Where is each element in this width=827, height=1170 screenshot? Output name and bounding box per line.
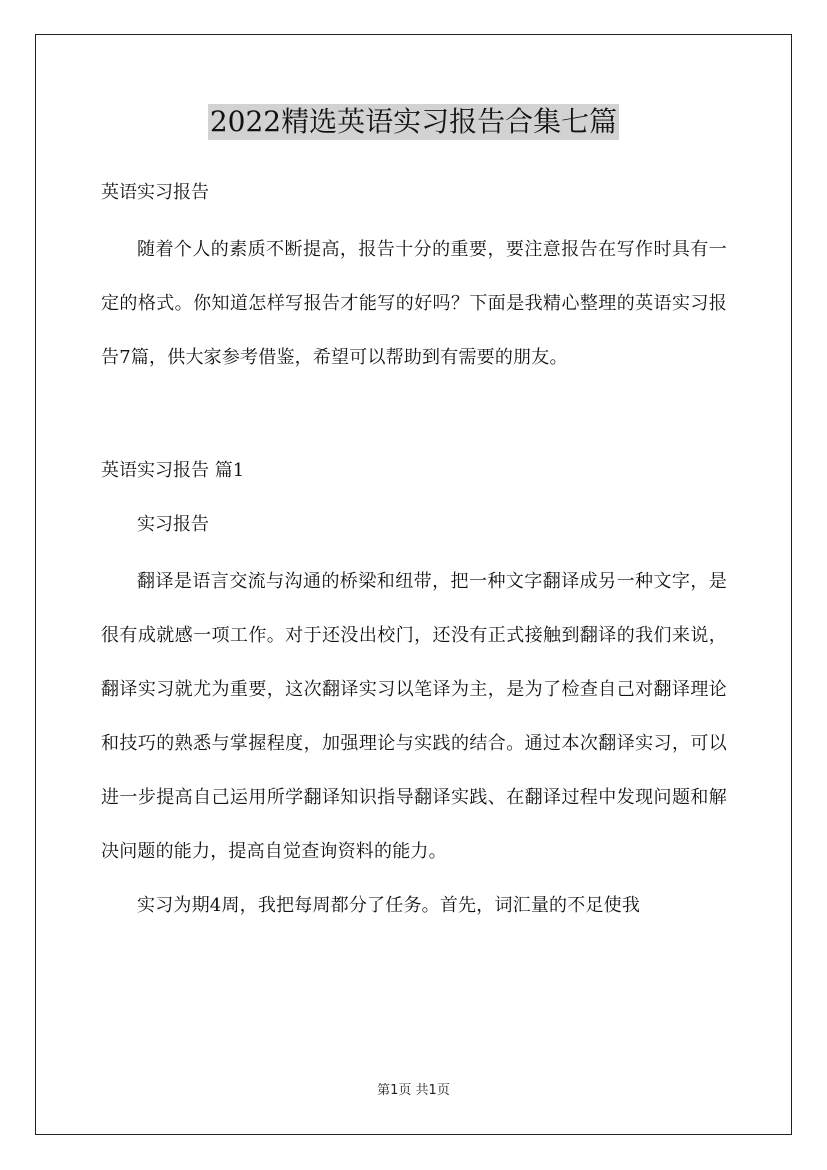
intro-paragraph: 随着个人的素质不断提高，报告十分的重要，要注意报告在写作时具有一定的格式。你知道怎样写报告才能写的好吗？下面是我精心整理的英语实习报告7篇，供大家参考借鉴，希望可以帮助到有需要的朋友。 (101, 239, 727, 368)
chapter-heading: 英语实习报告 篇1 (101, 460, 245, 481)
page-footer: 第1页 共1页 (377, 1083, 450, 1098)
body-paragraph-1: 翻译是语言交流与沟通的桥梁和纽带，把一种文字翻译成另一种文字，是很有成就感一项工作。对于还没出校门，还没有正式接触到翻译的我们来说，翻译实习就尤为重要，这次翻译实习以笔译为主，是为了检查自己对翻译理论和技巧的熟悉与掌握程度，加强理论与实践的结合。通过本次翻译实习，可以进一步提高自己运用所学翻译知识指导翻译实践、在翻译过程中发现问题和解决问题的能力，提高自觉查询资料的能力。 (101, 571, 727, 862)
document-body (101, 175, 727, 933)
chapter-subtitle: 实习报告 (137, 514, 209, 535)
section-label: 英语实习报告 (101, 182, 209, 203)
document-title: 2022精选英语实习报告合集七篇 (209, 105, 618, 138)
body-paragraph-2: 实习为期4周，我把每周都分了任务。首先，词汇量的不足使我 (137, 895, 641, 916)
title-container (0, 104, 827, 140)
